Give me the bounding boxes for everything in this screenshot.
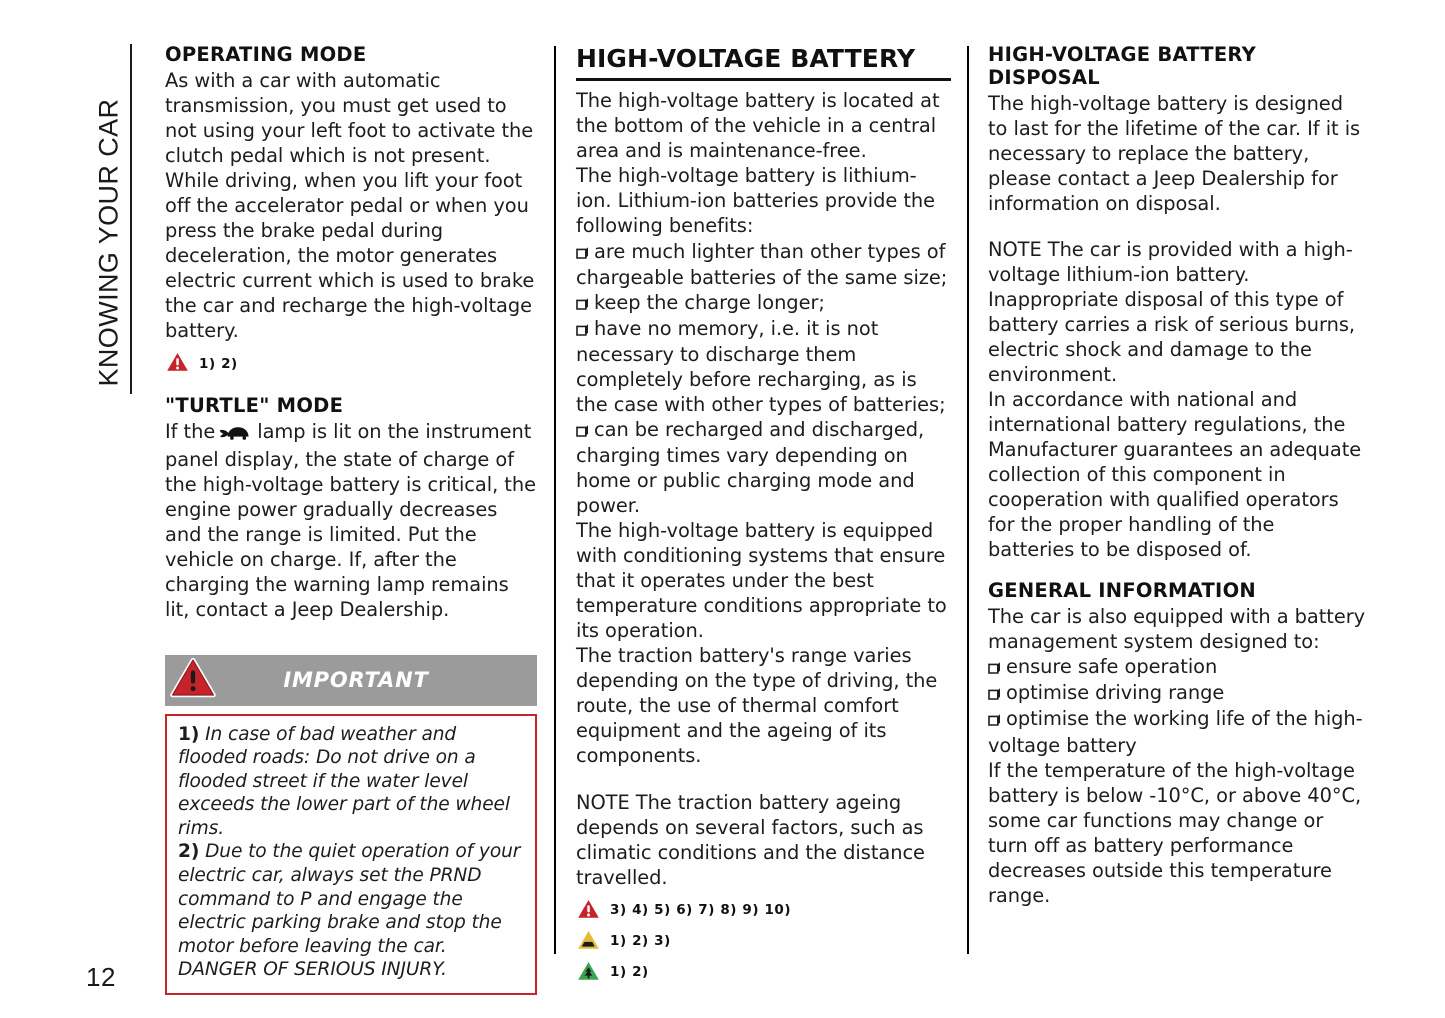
bullet-square-icon [576,317,589,342]
hv-battery-para-2: The high-voltage battery is lithium-ion. Lithium-ion batteries provide the following benefits: [576,164,936,238]
list-item [576,417,951,518]
important-bar [165,655,537,706]
warning-ref-text: 1) 2) 3) [610,933,671,950]
warning-triangle-yellow-car-icon [576,928,601,955]
turtle-mode-body [165,419,537,622]
hv-battery-para-3: The high-voltage battery is equipped with conditioning systems that ensure that it operates under the best temperature conditions appropriate to its operation. [576,519,947,643]
heading-general-information: GENERAL INFORMATION [988,579,1256,603]
warning-triangle-red-icon [576,897,601,924]
list-item [576,290,951,316]
bullet-square-icon [988,655,1001,680]
list-item [988,706,1366,757]
warning-triangle-green-environment-icon [576,959,601,986]
bullet-square-icon [576,240,589,265]
list-item-label: keep the charge longer; [594,290,825,314]
important-label: IMPORTANT [283,668,429,693]
list-item [576,316,951,417]
column-divider-1 [554,46,556,954]
important-note-2 [178,840,524,982]
bullet-square-icon [988,681,1001,706]
warning-ref-text: 1) 2) [610,964,649,981]
important-note-1 [178,723,524,841]
list-item [988,654,1366,680]
turtle-icon [218,422,254,447]
list-item [576,239,951,290]
chapter-side-tab [86,44,132,394]
warning-ref-row [576,928,951,955]
page-number: 12 [86,962,116,992]
list-item-label: are much lighter than other types of chargeable batteries of the same size; [576,239,948,289]
hv-battery-para-4: The traction battery's range varies depending on the type of driving, the route, the use of thermal comfort equipment and the ageing of its components. [576,644,938,768]
chapter-tab-label: KNOWING YOUR CAR [93,98,124,387]
important-callout [165,655,537,996]
important-note-2-number: 2) [178,841,200,863]
list-item-label: optimise the working life of the high-voltage battery [988,707,1363,757]
hv-battery-note: NOTE The traction battery ageing depends on several factors, such as climatic conditions and the distance travelled. [576,790,925,889]
bullet-square-icon [988,707,1001,732]
list-item-label: can be recharged and discharged, charging times vary depending on home or public charging mode and power. [576,417,925,517]
warning-ref-row [576,959,951,986]
list-item-label: ensure safe operation [1006,655,1218,679]
warning-triangle-red-icon [165,350,190,377]
general-info-para: The car is also equipped with a battery management system designed to: [988,605,1366,654]
column-one [165,44,537,995]
heading-disposal-line-2: DISPOSAL [988,65,1100,89]
warning-ref-row [576,897,951,924]
warning-ref-text: 3) 4) 5) 6) 7) 8) 9) 10) [610,902,792,919]
column-divider-2 [967,46,969,954]
column-two [576,44,951,986]
disposal-para-1: The high-voltage battery is designed to last for the lifetime of the car. If it is necessary to replace the battery, please contact a Jeep Dealership for information on disposal. [988,91,1361,215]
important-note-2-text: Due to the quiet operation of your electric car, always set the PRND command to P and engage the electric parking brake and stop the motor before leaving the car. DANGER OF SERIOUS INJURY. [178,841,521,981]
list-item [988,680,1366,706]
important-note-1-number: 1) [178,723,200,745]
bullet-square-icon [576,291,589,316]
heading-disposal-line-1: HIGH-VOLTAGE BATTERY [988,43,1256,66]
bullet-square-icon [576,418,589,443]
heading-high-voltage-battery: HIGH-VOLTAGE BATTERY [576,44,951,81]
operating-mode-warning-refs [165,350,537,377]
disposal-para-2: In accordance with national and international battery regulations, the Manufacturer guarantees an adequate collection of this component in cooperation with qualified operators for the proper handling of the batteries to be disposed of. [988,388,1362,562]
hv-battery-para-1: The high-voltage battery is located at the bottom of the vehicle in a central area and is maintenance-free. [576,89,940,163]
chapter-tab-rule [130,44,132,394]
list-item-label: have no memory, i.e. it is not necessary to discharge them completely before recharging, as is the case with other types of batteries; [576,316,946,416]
disposal-note: NOTE The car is provided with a high-voltage lithium-ion battery. Inappropriate disposal of this type of battery carries a risk of serious burns, electric shock and damage to the environment. [988,237,1356,387]
operating-mode-refs-text: 1) 2) [199,355,238,372]
heading-turtle-mode: "TURTLE" MODE [165,394,344,418]
heading-operating-mode: OPERATING MODE [165,43,367,66]
column-three [988,44,1366,908]
important-note-1-text: In case of bad weather and flooded roads: Do not drive on a flooded street if the water level exceeds the lower part of the wheel rims. [178,723,510,839]
heading-disposal [988,44,1366,90]
warning-triangle-red-icon [170,657,216,703]
list-item-label: optimise driving range [1006,681,1225,705]
operating-mode-body: As with a car with automatic transmission, you must get used to not using your left foot to activate the clutch pedal which is not present. While driving, when you lift your foot off the accelerator pedal or when you press the brake pedal during deceleration, the motor generates electric current which is used to brake the car and recharge the high-voltage battery. [165,68,535,343]
important-box [165,714,537,996]
turtle-body-after: lamp is lit on the instrument panel display, the state of charge of the high-voltage battery is critical, the engine power gradually decreases and the range is limited. Put the vehicle on charge. If, after the charging the warning lamp remains lit, contact a Jeep Dealership. [165,420,536,622]
turtle-body-before: If the [165,420,216,444]
general-info-temperature-para: If the temperature of the high-voltage battery is below -10°C, or above 40°C, some car functions may change or turn off as battery performance decreases outside this temperature range. [988,758,1362,907]
